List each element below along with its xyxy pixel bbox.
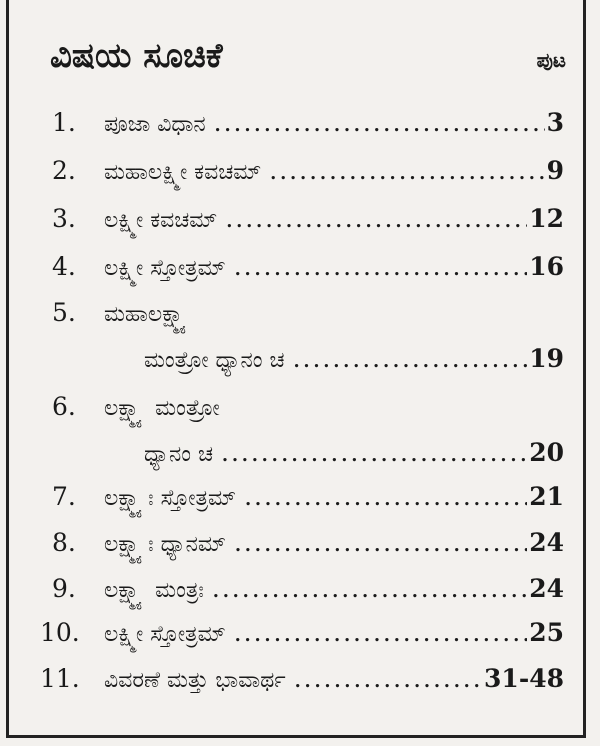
- toc-entry: [40, 618, 564, 658]
- entry-title: ವಿವರಣೆ ಮತ್ತು ಭಾವಾರ್ಥ: [104, 668, 286, 693]
- dot-leader: [234, 252, 528, 281]
- dot-leader: [234, 618, 528, 647]
- entry-page: 31-48: [484, 664, 564, 693]
- entry-page: 24: [529, 574, 564, 603]
- entry-page: 12: [529, 204, 564, 233]
- toc-entry: [52, 156, 564, 196]
- entry-number: 4.: [52, 252, 76, 281]
- entry-number: 9.: [52, 574, 76, 603]
- entry-title: ಲಕ್ಷ್ಮ್ಯಾ ಮಂತ್ರಃ: [104, 578, 204, 603]
- dot-leader: [294, 664, 482, 693]
- dot-leader: [244, 482, 527, 511]
- entry-title: ಪೂಜಾ ವಿಧಾನ: [104, 112, 206, 137]
- entry-number: 11.: [40, 664, 80, 693]
- entry-title: ಮಹಾಲಕ್ಷ್ಮ್ಯಾ: [104, 302, 193, 327]
- entry-number: 10.: [40, 618, 80, 647]
- entry-number: 5.: [52, 298, 76, 327]
- toc-entry: [52, 108, 564, 148]
- entry-title: ಲಕ್ಷ್ಮೀ ಸ್ತೋತ್ರಮ್: [104, 622, 226, 647]
- dot-leader: [214, 108, 545, 137]
- entry-page: 9: [546, 156, 564, 185]
- toc-entry: [52, 204, 564, 244]
- entry-number: 3.: [52, 204, 76, 233]
- page-column-label: ಪುಟ: [536, 48, 566, 72]
- entry-title: ಮಹಾಲಕ್ಷ್ಮೀ ಕವಚಮ್: [104, 160, 262, 185]
- entry-title: ಲಕ್ಷ್ಮೀ ಸ್ತೋತ್ರಮ್: [104, 256, 226, 281]
- entry-page: 25: [529, 618, 564, 647]
- toc-entry: [52, 298, 564, 338]
- toc-entry: [52, 392, 564, 432]
- dot-leader: [221, 438, 527, 467]
- entry-number: 7.: [52, 482, 76, 511]
- page-title: ವಿಷಯ ಸೂಚಿಕೆ: [50, 36, 223, 76]
- dot-leader: [225, 204, 527, 233]
- dot-leader: [234, 528, 527, 557]
- entry-page: 24: [529, 528, 564, 557]
- entry-title: ಲಕ್ಷ್ಮೀ ಕವಚಮ್: [104, 208, 218, 233]
- entry-number: 2.: [52, 156, 76, 185]
- entry-page: 21: [529, 482, 564, 511]
- entry-number: 8.: [52, 528, 76, 557]
- toc-entry: [52, 528, 564, 568]
- toc-entry: [40, 664, 564, 704]
- entry-title: ಲಕ್ಷ್ಮ್ಯಾಃ ಸ್ತೋತ್ರಮ್: [104, 486, 237, 511]
- dot-leader: [212, 574, 527, 603]
- entry-title: ಲಕ್ಷ್ಮ್ಯಾಃ ಧ್ಯಾನಮ್: [104, 532, 226, 557]
- toc-entry: [52, 574, 564, 614]
- entry-title-continued: ಧ್ಯಾನಂ ಚ: [144, 442, 214, 467]
- dot-leader: [293, 344, 528, 373]
- dot-leader: [269, 156, 544, 185]
- entry-title: ಲಕ್ಷ್ಮ್ಯಾ ಮಂತ್ರೋ: [104, 396, 220, 421]
- entry-page: 3: [546, 108, 564, 137]
- entry-number: 1.: [52, 108, 76, 137]
- entry-page: 20: [529, 438, 564, 467]
- toc-entry-continuation: [52, 438, 564, 478]
- entry-title-continued: ಮಂತ್ರೋ ಧ್ಯಾನಂ ಚ: [144, 348, 285, 373]
- entry-page: 16: [529, 252, 564, 281]
- toc-header: [50, 36, 570, 76]
- entry-number: 6.: [52, 392, 76, 421]
- toc-entry: [52, 482, 564, 522]
- toc-entry: [52, 252, 564, 292]
- toc-entry-continuation: [52, 344, 564, 384]
- entry-page: 19: [529, 344, 564, 373]
